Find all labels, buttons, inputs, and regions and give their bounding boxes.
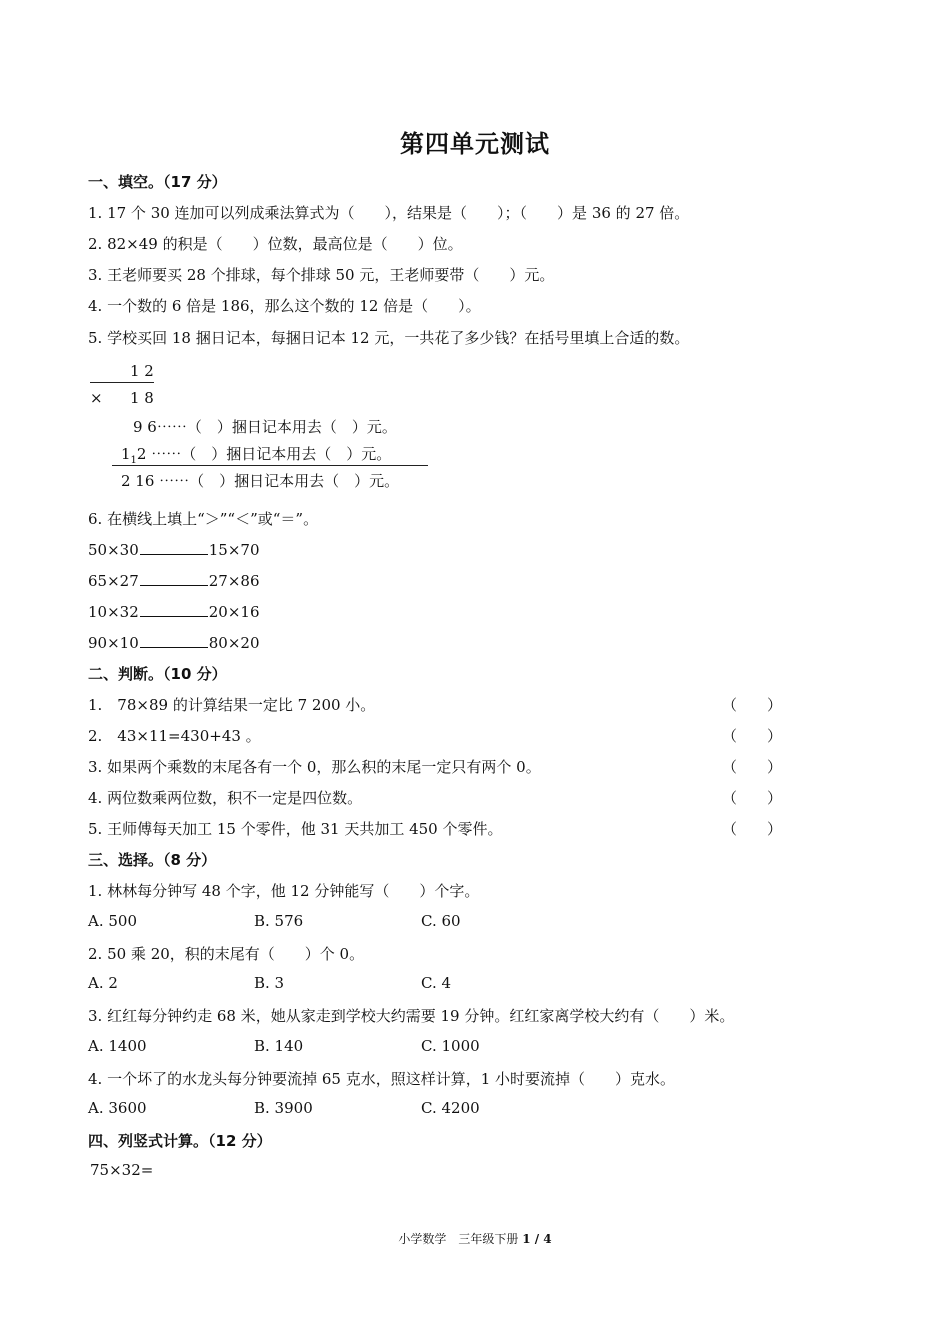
judge-answer-2: （ ） [722, 727, 783, 745]
vertical-calc-1: 75×32= [90, 1161, 154, 1179]
page-footer [0, 1230, 950, 1247]
choice-option-a: A. 3600 [88, 1099, 147, 1117]
section-heading-choice: 三、选择。（8 分） [88, 851, 217, 869]
compare-row-1 [88, 539, 260, 559]
choice-option-c: C. 60 [421, 912, 461, 930]
judge-item-3: 3. 如果两个乘数的末尾各有一个 0，那么积的末尾一定只有两个 0。 [88, 758, 541, 776]
judge-item-2: 2. 43×11=430+43 。 [88, 727, 261, 745]
section-heading-judge: 二、判断。（10 分） [88, 665, 227, 683]
calc-rule-top [90, 382, 154, 383]
choice-question-1: 1. 林林每分钟写 48 个字，他 12 分钟能写（ ）个字。 [88, 882, 480, 900]
fill-question-2: 2. 82×49 的积是（ ）位数，最高位是（ ）位。 [88, 235, 463, 253]
choice-option-b: B. 3 [254, 974, 285, 992]
compare-blank [140, 601, 208, 617]
fill-question-1: 1. 17 个 30 连加可以列成乘法算式为（ ），结果是（ ）；（ ）是 36 的 27 倍。 [88, 204, 690, 222]
compare-row-3 [88, 601, 260, 621]
compare-left: 50×30 [88, 541, 139, 559]
fill-question-4: 4. 一个数的 6 倍是 186，那么这个数的 12 倍是（ ）。 [88, 297, 481, 315]
fill-question-6: 6. 在横线上填上“＞”“＜”或“＝”。 [88, 510, 319, 528]
choice-question-2: 2. 50 乘 20，积的末尾有（ ）个 0。 [88, 945, 365, 963]
choice-option-b: B. 3900 [254, 1099, 313, 1117]
choice-option-c: C. 1000 [421, 1037, 480, 1055]
compare-left: 10×32 [88, 603, 139, 621]
compare-blank [140, 632, 208, 648]
compare-left: 65×27 [88, 572, 139, 590]
choice-question-3: 3. 红红每分钟约走 68 米，她从家走到学校大约需要 19 分钟。红红家离学校大约有（ ）米。 [88, 1007, 735, 1025]
calc-carry-mark: 1 [130, 455, 137, 466]
calc-partial-2 [121, 443, 391, 464]
compare-row-2 [88, 570, 260, 590]
page-title: 第四单元测试 [400, 130, 550, 158]
choice-option-a: A. 2 [88, 974, 118, 992]
calc-product: 2 16 ⋯⋯（ ）捆日记本用去（ ）元。 [121, 472, 400, 490]
judge-answer-5: （ ） [722, 820, 783, 838]
footer-label: 小学数学 三年级下册 [398, 1232, 519, 1246]
compare-left: 90×10 [88, 634, 139, 652]
compare-row-4 [88, 632, 260, 652]
calc-multiplier: 1 8 [130, 389, 154, 407]
choice-question-4: 4. 一个坏了的水龙头每分钟要流掉 65 克水，照这样计算，1 小时要流掉（ ）克水。 [88, 1070, 676, 1088]
calc-partial-2-digit: 1 [121, 445, 131, 463]
judge-item-5: 5. 王师傅每天加工 15 个零件，他 31 天共加工 450 个零件。 [88, 820, 503, 838]
choice-option-a: A. 1400 [88, 1037, 147, 1055]
judge-answer-4: （ ） [722, 789, 783, 807]
section-heading-vertical: 四、列竖式计算。（12 分） [88, 1132, 272, 1150]
compare-blank [140, 570, 208, 586]
calc-multiplicand: 1 2 [130, 362, 154, 380]
choice-option-b: B. 576 [254, 912, 304, 930]
section-heading-fill: 一、填空。（17 分） [88, 173, 227, 191]
judge-item-4: 4. 两位数乘两位数，积不一定是四位数。 [88, 789, 363, 807]
judge-answer-3: （ ） [722, 758, 783, 776]
fill-question-5: 5. 学校买回 18 捆日记本，每捆日记本 12 元，一共花了多少钱？在括号里填上合适的数。 [88, 329, 690, 347]
choice-option-c: C. 4 [421, 974, 452, 992]
calc-partial-1: 9 6⋯⋯（ ）捆日记本用去（ ）元。 [133, 418, 397, 436]
compare-right: 80×20 [208, 634, 260, 652]
compare-right: 20×16 [208, 603, 260, 621]
choice-option-b: B. 140 [254, 1037, 304, 1055]
calc-partial-2-text: 2 ⋯⋯（ ）捆日记本用去（ ）元。 [136, 445, 392, 463]
compare-blank [140, 539, 208, 555]
judge-item-1: 1. 78×89 的计算结果一定比 7 200 小。 [88, 696, 376, 714]
choice-option-c: C. 4200 [421, 1099, 480, 1117]
compare-right: 15×70 [208, 541, 260, 559]
choice-option-a: A. 500 [88, 912, 137, 930]
page-number: 1 / 4 [522, 1232, 552, 1246]
calc-rule-bottom [112, 465, 428, 466]
judge-answer-1: （ ） [722, 696, 783, 714]
compare-right: 27×86 [208, 572, 260, 590]
fill-question-3: 3. 王老师要买 28 个排球，每个排球 50 元，王老师要带（ ）元。 [88, 266, 555, 284]
calc-times-sign: × [90, 389, 103, 407]
